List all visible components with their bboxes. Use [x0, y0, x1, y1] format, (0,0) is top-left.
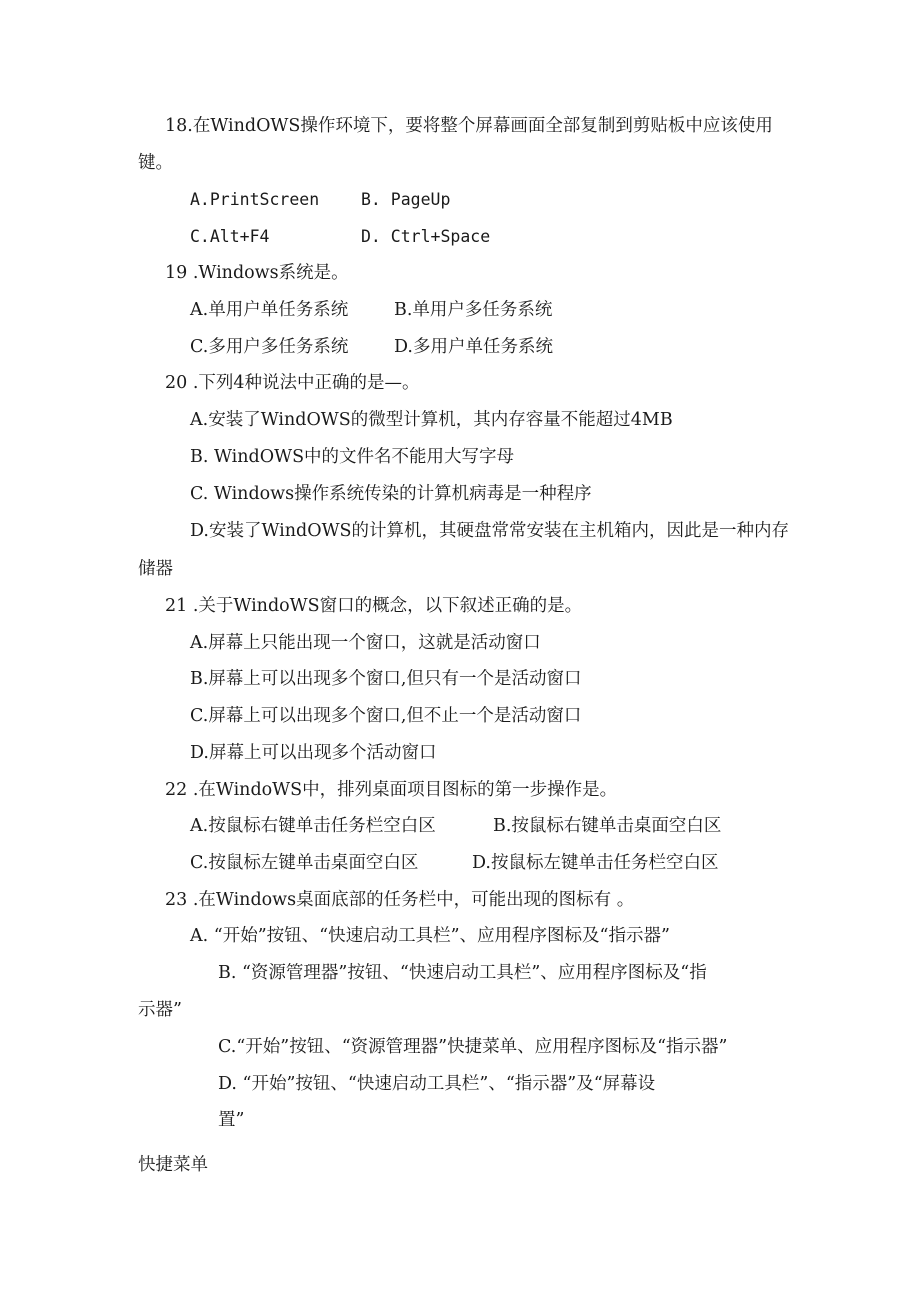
question-stem: 18.在WindOWS操作环境下，要将整个屏幕画面全部复制到剪贴板中应该使用	[165, 116, 773, 136]
option-c: C.Alt+F4	[190, 227, 270, 246]
option-d: D.按鼠标左键单击任务栏空白区	[472, 853, 719, 873]
option-d-continued: 置”	[218, 1110, 245, 1130]
option-a: A. “开始”按钮、“快速启动工具栏”、应用程序图标及“指示器”	[190, 926, 670, 946]
trailing-text: 快捷菜单	[138, 1155, 208, 1175]
question-stem-continued: 键。	[138, 153, 173, 173]
option-b: B.屏幕上可以出现多个窗口,但只有一个是活动窗口	[190, 669, 582, 689]
question-stem: 22 .在WindoWS中，排列桌面项目图标的第一步操作是。	[165, 780, 618, 800]
question-stem: 20 .下列4种说法中正确的是—。	[165, 373, 420, 393]
option-b: B.单用户多任务系统	[394, 300, 553, 320]
option-d: D.屏幕上可以出现多个活动窗口	[190, 743, 437, 763]
option-a: A.按鼠标右键单击任务栏空白区	[190, 816, 436, 836]
option-a: A.PrintScreen	[190, 190, 320, 209]
option-c: C.多用户多任务系统	[190, 337, 349, 357]
option-a: A.安装了WindOWS的微型计算机，其内存容量不能超过4MB	[190, 410, 673, 430]
option-d: D.安装了WindOWS的计算机，其硬盘常常安装在主机箱内，因此是一种内存	[190, 521, 790, 541]
option-b: B. “资源管理器”按钮、“快速启动工具栏”、应用程序图标及“指	[218, 963, 707, 983]
option-d-continued: 储器	[138, 559, 173, 579]
question-stem: 21 .关于WindoWS窗口的概念，以下叙述正确的是。	[165, 596, 583, 616]
option-b: B. WindOWS中的文件名不能用大写字母	[190, 447, 515, 467]
question-stem: 19 .Windows系统是。	[165, 263, 349, 283]
option-d: D.多用户单任务系统	[394, 337, 553, 357]
option-d: D. Ctrl+Space	[361, 227, 491, 246]
option-a: A.屏幕上只能出现一个窗口，这就是活动窗口	[190, 633, 541, 653]
option-b: B.按鼠标右键单击桌面空白区	[493, 816, 722, 836]
option-b: B. PageUp	[361, 190, 451, 209]
question-stem: 23 .在Windows桌面底部的任务栏中，可能出现的图标有 。	[165, 890, 635, 910]
option-c: C.按鼠标左键单击桌面空白区	[190, 853, 419, 873]
option-b-continued: 示器”	[138, 1000, 182, 1020]
option-d: D. “开始”按钮、“快速启动工具栏”、“指示器”及“屏幕设	[218, 1074, 656, 1094]
option-a: A.单用户单任务系统	[190, 300, 349, 320]
option-c: C.屏幕上可以出现多个窗口,但不止一个是活动窗口	[190, 706, 582, 726]
option-c: C.“开始”按钮、“资源管理器”快捷菜单、应用程序图标及“指示器”	[218, 1037, 728, 1057]
option-c: C. Windows操作系统传染的计算机病毒是一种程序	[190, 484, 592, 504]
